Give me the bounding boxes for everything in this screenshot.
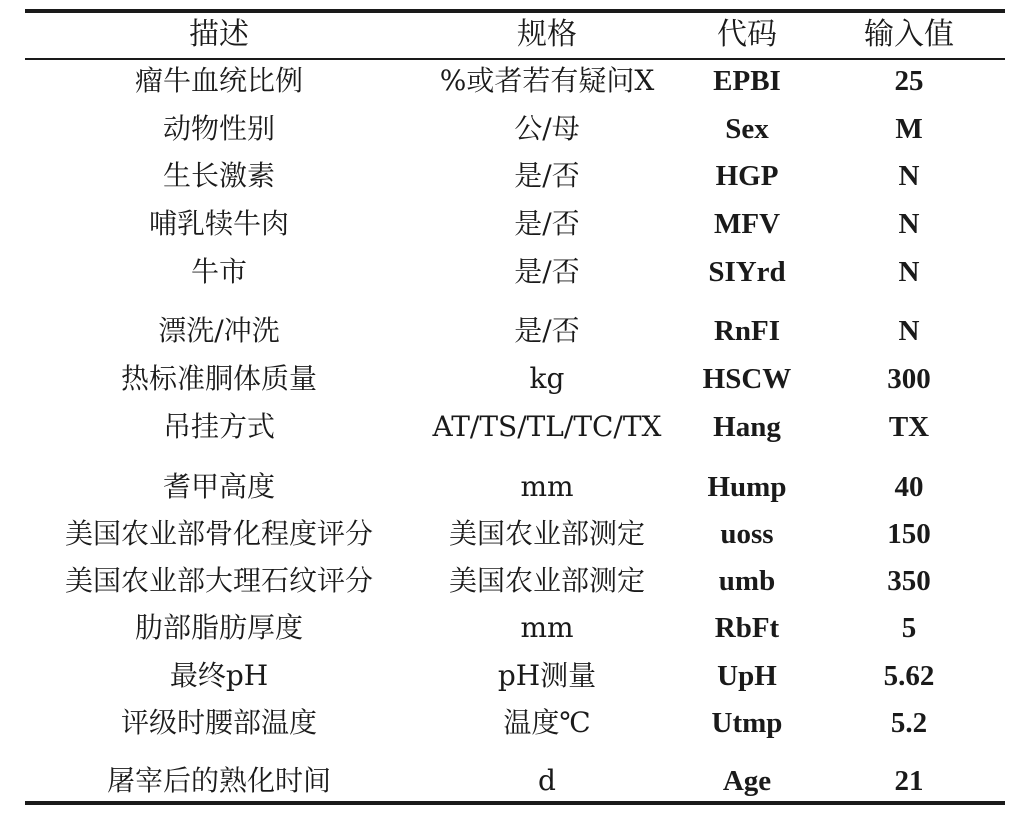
table-row — [25, 700, 1005, 746]
row-code: umb — [718, 565, 776, 597]
table-row — [25, 464, 1005, 510]
table-row — [25, 605, 1005, 651]
row-spec: 公/母 — [514, 112, 580, 145]
row-code: HGP — [715, 160, 779, 192]
row-code: RbFt — [714, 612, 780, 644]
row-description: 耆甲高度 — [162, 470, 275, 503]
table-header-row — [25, 12, 1005, 58]
row-spec: mm — [520, 470, 574, 503]
row-code: Age — [722, 765, 772, 797]
row-spec: pH测量 — [497, 659, 597, 692]
row-description: 牛市 — [190, 255, 247, 288]
row-value: N — [898, 256, 920, 288]
table-row — [25, 511, 1005, 557]
row-value: N — [898, 208, 920, 240]
table-row — [25, 106, 1005, 152]
row-code: EPBI — [713, 65, 781, 97]
row-value: TX — [888, 411, 930, 443]
row-code: HSCW — [702, 363, 792, 395]
row-code: SIYrd — [708, 256, 786, 288]
row-code: Hang — [713, 411, 781, 443]
table-row — [25, 404, 1005, 450]
row-description: 美国农业部大理石纹评分 — [64, 564, 373, 597]
row-value: N — [898, 160, 920, 192]
row-value: 5.2 — [890, 707, 928, 739]
table-row — [25, 356, 1005, 402]
header-value: 输入值 — [864, 17, 954, 52]
row-spec: 美国农业部测定 — [448, 564, 645, 597]
row-spec: 是/否 — [514, 255, 580, 288]
row-description: 热标准胴体质量 — [120, 362, 317, 395]
row-description: 肋部脂肪厚度 — [134, 611, 303, 644]
row-value: 40 — [894, 471, 924, 503]
row-code: RnFI — [713, 315, 781, 347]
row-spec: %或者若有疑问X — [439, 64, 655, 97]
row-code: Hump — [707, 471, 787, 503]
row-description: 最终pH — [169, 659, 269, 692]
row-value: 150 — [887, 518, 931, 550]
row-code: uoss — [720, 518, 774, 550]
row-description: 动物性别 — [162, 112, 275, 145]
row-spec: mm — [520, 611, 574, 644]
row-spec: d — [538, 764, 556, 797]
row-spec: AT/TS/TL/TC/TX — [432, 410, 662, 443]
table-row — [25, 201, 1005, 247]
row-value: 350 — [887, 565, 931, 597]
table-bottom-rule — [25, 801, 1005, 805]
row-value: 300 — [887, 363, 931, 395]
row-spec: 美国农业部测定 — [448, 517, 645, 550]
table-row — [25, 308, 1005, 354]
table-row — [25, 153, 1005, 199]
row-description: 屠宰后的熟化时间 — [106, 764, 331, 797]
row-value: 5 — [901, 612, 917, 644]
row-code: Sex — [725, 113, 769, 145]
row-spec: 温度℃ — [503, 706, 591, 739]
row-spec: 是/否 — [514, 207, 580, 240]
table-row — [25, 758, 1005, 804]
row-code: UpH — [717, 660, 777, 692]
row-value: 25 — [894, 65, 924, 97]
row-spec: 是/否 — [514, 314, 580, 347]
row-description: 漂洗/冲洗 — [158, 314, 280, 347]
table-row — [25, 58, 1005, 104]
table-row — [25, 653, 1005, 699]
row-code: MFV — [713, 208, 781, 240]
table-row — [25, 249, 1005, 295]
row-description: 瘤牛血统比例 — [134, 64, 303, 97]
header-code: 代码 — [717, 17, 777, 52]
row-value: 5.62 — [883, 660, 935, 692]
header-description: 描述 — [189, 17, 249, 52]
row-description: 评级时腰部温度 — [120, 706, 317, 739]
row-value: N — [898, 315, 920, 347]
table-row — [25, 558, 1005, 604]
row-description: 生长激素 — [162, 159, 275, 192]
row-spec: 是/否 — [514, 159, 580, 192]
row-description: 美国农业部骨化程度评分 — [64, 517, 373, 550]
row-description: 哺乳犊牛肉 — [148, 207, 289, 240]
header-spec: 规格 — [517, 17, 577, 52]
row-spec: kg — [529, 362, 565, 395]
row-value: 21 — [894, 765, 924, 797]
row-code: Utmp — [711, 707, 783, 739]
row-value: M — [895, 113, 923, 145]
row-description: 吊挂方式 — [162, 410, 275, 443]
